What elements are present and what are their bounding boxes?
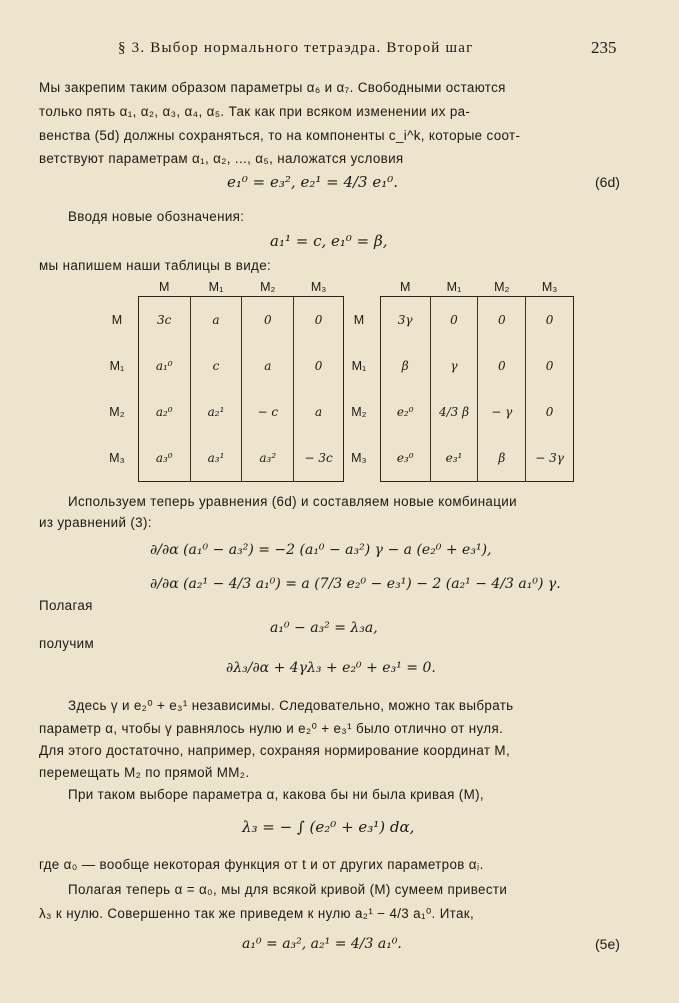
table-cell: γ: [430, 343, 478, 389]
column-header: M₂: [478, 278, 526, 297]
table-cell: e₂⁰: [380, 389, 430, 435]
equation-dlambda3: ∂λ₃/∂α + 4γλ₃ + e₂⁰ + e₃¹ = 0.: [226, 660, 436, 676]
table-cell: 0: [294, 343, 344, 389]
table-cell: c: [190, 343, 242, 389]
text-line: ветствуют параметрам α₁, α₂, ..., α₅, наложатся условия: [39, 151, 404, 166]
table-cell: a₁⁰: [138, 343, 190, 389]
table-cell: 3γ: [380, 297, 430, 344]
table-cell: e₃⁰: [380, 435, 430, 482]
table-cell: a₂⁰: [138, 389, 190, 435]
text-line: Мы закрепим таким образом параметры α₆ и α₇. Свободными остаются: [39, 80, 506, 95]
text-line: венства (5d) должны сохраняться, то на компоненты c_i^k, которые соот-: [39, 128, 521, 143]
text-line: параметр α, чтобы γ равнялось нулю и e₂⁰ + e₃¹ было отлично от нуля.: [39, 721, 504, 736]
row-header: M₃: [338, 435, 380, 482]
column-header: M₃: [526, 278, 574, 297]
table-cell: 0: [526, 343, 574, 389]
column-header: M₃: [294, 278, 344, 297]
row-header: M: [338, 297, 380, 344]
table-cell: β: [478, 435, 526, 482]
text-line: где α₀ — вообще некоторая функция от t и от других параметров αⱼ.: [39, 857, 484, 872]
row-header: M₂: [96, 389, 138, 435]
table-cell: 0: [478, 297, 526, 344]
equation-derivative-1: ∂/∂α (a₁⁰ − a₃²) = −2 (a₁⁰ − a₃²) γ − a (e₂⁰ + e₃¹),: [150, 542, 492, 558]
row-header: M: [96, 297, 138, 344]
text-line: мы напишем наши таблицы в виде:: [39, 258, 272, 273]
text-line: λ₃ к нулю. Совершенно так же приведем к нулю a₂¹ − 4/3 a₁⁰. Итак,: [39, 906, 475, 921]
table-cell: a₃⁰: [138, 435, 190, 482]
row-header: M₃: [96, 435, 138, 482]
column-header: M₂: [242, 278, 294, 297]
text-line: только пять α₁, α₂, α₃, α₄, α₅. Так как при всяком изменении их ра-: [39, 104, 471, 119]
table-cell: β: [380, 343, 430, 389]
text-line: перемещать M₂ по прямой MM₂.: [39, 765, 250, 780]
table-cell: 0: [526, 297, 574, 344]
text-line: Для этого достаточно, например, сохраняя нормирование координат M,: [39, 743, 511, 758]
row-header: M₂: [338, 389, 380, 435]
table-cell: 0: [478, 343, 526, 389]
column-header: M: [138, 278, 190, 297]
equation-lambda3: a₁⁰ − a₃² = λ₃a,: [270, 620, 378, 636]
table-cell: 0: [294, 297, 344, 344]
table-cell: a₂¹: [190, 389, 242, 435]
equation-integral: λ₃ = − ∫ (e₂⁰ + e₃¹) dα,: [242, 818, 415, 836]
table-cell: − c: [242, 389, 294, 435]
table-cell: a: [242, 343, 294, 389]
column-header: M: [380, 278, 430, 297]
equation-derivative-2: ∂/∂α (a₂¹ − 4/3 a₁⁰) = a (7/3 e₂⁰ − e₃¹) − 2 (a₂¹ − 4/3 a₁⁰) γ.: [150, 576, 561, 592]
table-left: [96, 278, 344, 482]
table-cell: e₃¹: [430, 435, 478, 482]
table-cell: 3c: [138, 297, 190, 344]
page-number: 235: [591, 38, 617, 57]
text-line: из уравнений (3):: [39, 515, 152, 530]
text-line: При таком выборе параметра α, какова бы ни была кривая (M),: [68, 787, 484, 802]
column-header: M₁: [190, 278, 242, 297]
equation-6d: e₁⁰ = e₃², e₂¹ = 4/3 e₁⁰.: [227, 173, 399, 191]
table-cell: 0: [430, 297, 478, 344]
table-cell: − 3c: [294, 435, 344, 482]
text-line: получим: [39, 636, 95, 651]
table-cell: − 3γ: [526, 435, 574, 482]
table-right: [338, 278, 574, 482]
equation-tag: (6d): [595, 174, 620, 190]
column-header: M₁: [430, 278, 478, 297]
text-line: Используем теперь уравнения (6d) и составляем новые комбинации: [68, 494, 517, 509]
table-cell: a: [190, 297, 242, 344]
row-header: M₁: [338, 343, 380, 389]
text-line: Здесь γ и e₂⁰ + e₃¹ независимы. Следовательно, можно так выбрать: [68, 698, 514, 713]
table-cell: a₃²: [242, 435, 294, 482]
table-cell: a: [294, 389, 344, 435]
table-cell: 0: [242, 297, 294, 344]
table-cell: 0: [526, 389, 574, 435]
row-header: M₁: [96, 343, 138, 389]
equation-notation: a₁¹ = c, e₁⁰ = β,: [270, 232, 388, 250]
text-line: Полагая теперь α = α₀, мы для всякой кривой (M) сумеем привести: [68, 882, 508, 897]
text-line: Полагая: [39, 598, 93, 613]
table-cell: a₃¹: [190, 435, 242, 482]
running-title: § 3. Выбор нормального тетраэдра. Второй шаг: [118, 40, 474, 56]
equation-tag: (5e): [595, 936, 620, 952]
equation-5e: a₁⁰ = a₃², a₂¹ = 4/3 a₁⁰.: [242, 936, 402, 952]
table-cell: − γ: [478, 389, 526, 435]
table-cell: 4/3 β: [430, 389, 478, 435]
text-line: Вводя новые обозначения:: [68, 209, 245, 224]
